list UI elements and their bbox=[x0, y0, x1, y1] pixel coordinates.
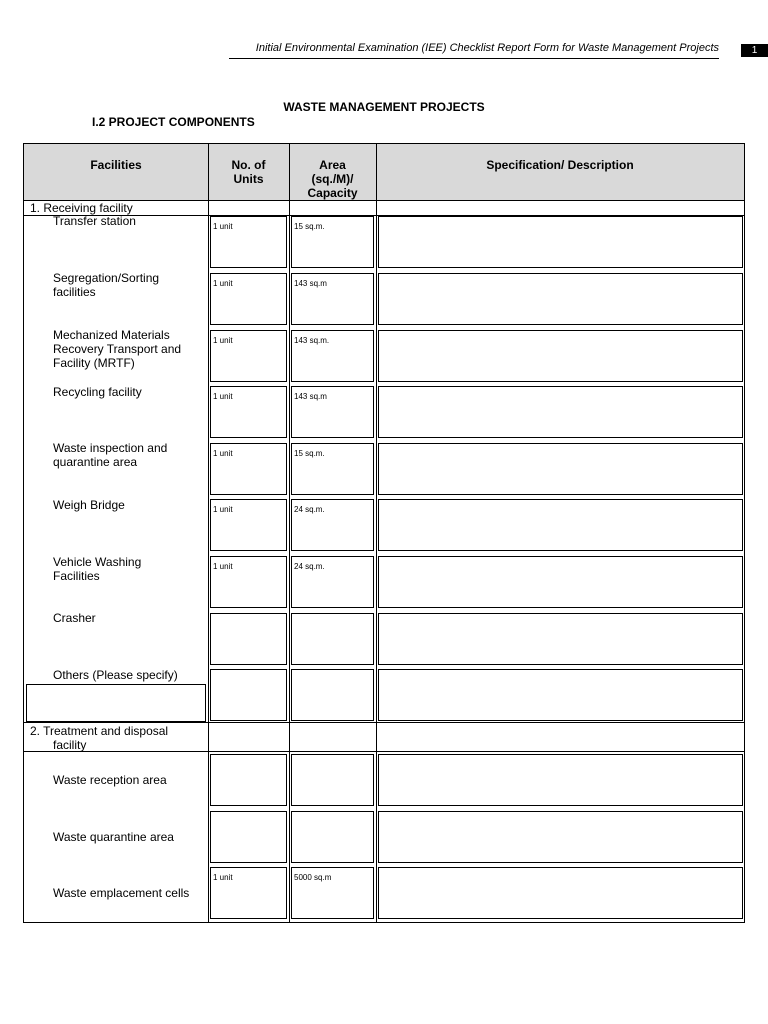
area-field[interactable] bbox=[291, 443, 374, 495]
units-field[interactable] bbox=[210, 273, 287, 325]
facility-name bbox=[53, 385, 142, 399]
specification-field[interactable] bbox=[378, 556, 743, 608]
specification-field[interactable] bbox=[378, 330, 743, 382]
facility-name-line: Crasher bbox=[53, 611, 96, 625]
specification-field[interactable] bbox=[378, 754, 743, 806]
specification-field[interactable] bbox=[378, 443, 743, 495]
page-number: 1 bbox=[741, 44, 768, 57]
units-field[interactable] bbox=[210, 867, 287, 919]
facility-name bbox=[53, 555, 141, 583]
area-field[interactable] bbox=[291, 754, 374, 806]
units-field[interactable] bbox=[210, 499, 287, 551]
area-value: 143 sq.m bbox=[294, 392, 327, 401]
specification-field[interactable] bbox=[378, 669, 743, 721]
column-divider bbox=[208, 144, 209, 922]
column-divider bbox=[376, 144, 377, 922]
specification-field[interactable] bbox=[378, 613, 743, 665]
facility-name bbox=[53, 271, 159, 299]
area-field[interactable] bbox=[291, 330, 374, 382]
specification-field[interactable] bbox=[378, 867, 743, 919]
table-header bbox=[24, 144, 744, 201]
specification-field[interactable] bbox=[378, 811, 743, 863]
units-field[interactable] bbox=[210, 669, 287, 721]
units-field[interactable] bbox=[210, 811, 287, 863]
facility-name-line: Waste emplacement cells bbox=[53, 886, 190, 900]
area-field[interactable] bbox=[291, 216, 374, 268]
area-value: 24 sq.m. bbox=[294, 562, 325, 571]
facility-name bbox=[53, 668, 178, 682]
facility-name-line: Facility (MRTF) bbox=[53, 356, 135, 370]
facility-name-line: Transfer station bbox=[53, 214, 136, 228]
facility-name-line: Weigh Bridge bbox=[53, 498, 125, 512]
area-field[interactable] bbox=[291, 273, 374, 325]
header-area-line: Capacity bbox=[307, 186, 358, 200]
facility-name bbox=[53, 773, 167, 787]
area-field[interactable] bbox=[291, 386, 374, 438]
header-units-line: No. of bbox=[231, 158, 266, 172]
group-label-receiving: 1. Receiving facility bbox=[30, 201, 133, 215]
area-field[interactable] bbox=[291, 556, 374, 608]
units-field[interactable] bbox=[210, 443, 287, 495]
units-field[interactable] bbox=[210, 754, 287, 806]
specification-field[interactable] bbox=[378, 386, 743, 438]
facility-name bbox=[53, 441, 167, 469]
units-value: 1 unit bbox=[213, 222, 233, 231]
facility-name-line: Vehicle Washing bbox=[53, 555, 142, 569]
specification-field[interactable] bbox=[378, 499, 743, 551]
facility-name bbox=[53, 830, 174, 844]
facility-name bbox=[53, 611, 96, 625]
units-field[interactable] bbox=[210, 330, 287, 382]
document-title: WASTE MANAGEMENT PROJECTS bbox=[283, 100, 485, 114]
area-value: 143 sq.m bbox=[294, 279, 327, 288]
area-value: 143 sq.m. bbox=[294, 336, 330, 345]
header-specification: Specification/ Description bbox=[486, 158, 634, 172]
area-value: 15 sq.m. bbox=[294, 449, 325, 458]
facility-name-line: Recycling facility bbox=[53, 385, 142, 399]
specification-field[interactable] bbox=[378, 273, 743, 325]
row-divider bbox=[24, 751, 744, 752]
facility-name-line: Recovery Transport and bbox=[53, 342, 182, 356]
area-field[interactable] bbox=[291, 867, 374, 919]
area-value: 24 sq.m. bbox=[294, 505, 325, 514]
units-field[interactable] bbox=[210, 556, 287, 608]
header-units bbox=[208, 158, 289, 186]
facility-name-line: Segregation/Sorting bbox=[53, 271, 160, 285]
units-value: 1 unit bbox=[213, 279, 233, 288]
header-area-line: Area bbox=[319, 158, 346, 172]
header-rule bbox=[229, 58, 719, 59]
units-value: 1 unit bbox=[213, 449, 233, 458]
area-value: 15 sq.m. bbox=[294, 222, 325, 231]
units-field[interactable] bbox=[210, 386, 287, 438]
units-value: 1 unit bbox=[213, 562, 233, 571]
units-value: 1 unit bbox=[213, 873, 233, 882]
facility-name-line: Waste reception area bbox=[53, 773, 167, 787]
units-value: 1 unit bbox=[213, 336, 233, 345]
header-facilities: Facilities bbox=[90, 158, 142, 172]
header-area bbox=[289, 158, 376, 200]
specification-field[interactable] bbox=[378, 216, 743, 268]
units-field[interactable] bbox=[210, 613, 287, 665]
facility-name-line: Mechanized Materials bbox=[53, 328, 170, 342]
running-header bbox=[0, 36, 768, 62]
facility-name-line: quarantine area bbox=[53, 455, 138, 469]
facility-name bbox=[53, 214, 136, 228]
column-divider bbox=[289, 144, 290, 922]
area-field[interactable] bbox=[291, 499, 374, 551]
facility-name-line: Waste inspection and bbox=[53, 441, 168, 455]
area-field[interactable] bbox=[291, 811, 374, 863]
area-field[interactable] bbox=[291, 669, 374, 721]
group-label-treatment: facility bbox=[53, 738, 87, 752]
header-area-line: (sq./M)/ bbox=[311, 172, 354, 186]
facility-name-line: Facilities bbox=[53, 569, 100, 583]
section-heading: I.2 PROJECT COMPONENTS bbox=[92, 115, 255, 129]
units-value: 1 unit bbox=[213, 505, 233, 514]
project-components-table bbox=[23, 143, 745, 923]
facility-name bbox=[53, 328, 181, 370]
facility-name-line: Waste quarantine area bbox=[53, 830, 174, 844]
row-divider bbox=[24, 722, 744, 723]
facility-name-line: facilities bbox=[53, 285, 96, 299]
header-units-line: Units bbox=[233, 172, 264, 186]
facility-name bbox=[53, 886, 189, 900]
units-field[interactable] bbox=[210, 216, 287, 268]
group-label-treatment: 2. Treatment and disposal bbox=[30, 724, 169, 738]
others-specify-field[interactable] bbox=[26, 684, 206, 722]
area-field[interactable] bbox=[291, 613, 374, 665]
units-value: 1 unit bbox=[213, 392, 233, 401]
facility-name bbox=[53, 498, 125, 512]
facility-name-line: Others (Please specify) bbox=[53, 668, 178, 682]
running-title: Initial Environmental Examination (IEE) Checklist Report Form for Waste Management Projects bbox=[255, 42, 719, 54]
area-value: 5000 sq.m bbox=[294, 873, 332, 882]
